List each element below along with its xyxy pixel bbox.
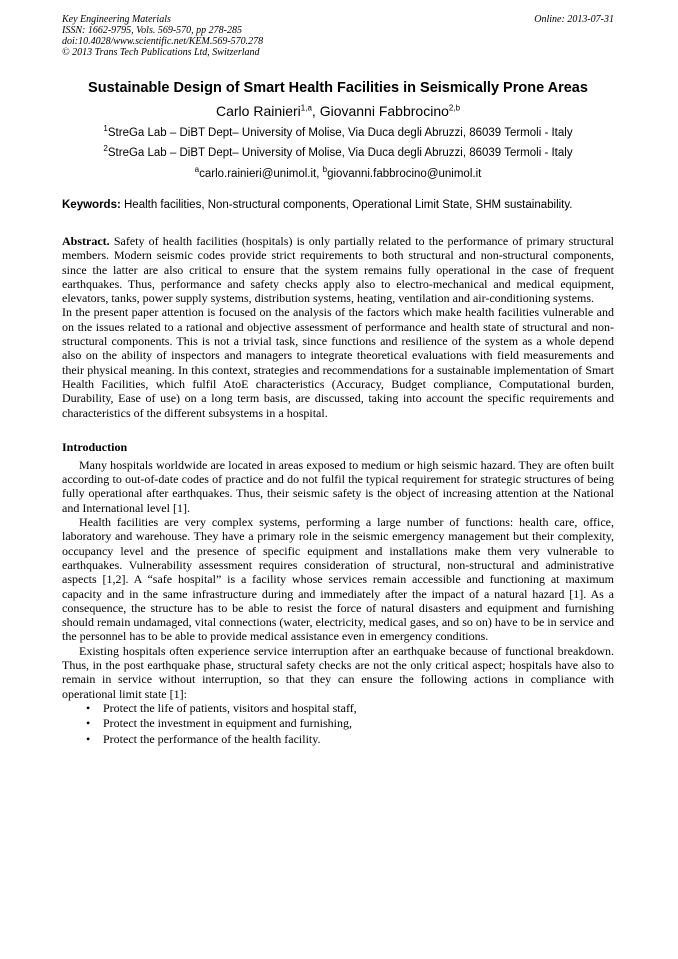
paper-page <box>62 14 614 747</box>
affiliation-2-sup: 2 <box>103 144 108 154</box>
affiliation-2 <box>62 146 614 161</box>
list-item <box>62 701 614 717</box>
author-1-name: Carlo Rainieri <box>215 103 301 119</box>
email-line <box>62 167 614 182</box>
list-item <box>62 716 614 732</box>
bullet-icon: • <box>86 731 91 746</box>
copyright-line: © 2013 Trans Tech Publications Ltd, Switzerland <box>62 47 260 58</box>
affiliation-1 <box>62 126 614 141</box>
email-a-sup: a <box>194 165 200 175</box>
intro-paragraph-2: Health facilities are very complex systems, performing a large number of functions: health care, office, laboratory and warehouse. They have a primary role in the seismic emergency management but their complexity, occupancy level and the presence of specific equipment and installations make them very vulnerable to earthquakes. Vulnerability assessment requires consideration of structural, non-structural and administrative aspects [1,2]. A “safe hospital” is a facility whose services remain accessible and functioning at maximum capacity and in the same infrastructure during and immediately after the impact of a natural hazard [1]. As a consequence, the structure has to be able to resist the force of natural disasters and equipment and furnishing should remain undamaged, vital connections (water, electricity, medical gases, and so on) have to be in service and the personnel has to be able to provide medical assistance even in emergency conditions. <box>62 515 614 644</box>
introduction-body <box>62 458 614 701</box>
journal-header <box>62 14 614 58</box>
intro-paragraph-3: Existing hospitals often experience service interruption after an earthquake because of functional breakdown. Thus, in the post earthquake phase, structural safety checks are not the only critical aspect; hospitals have also to remain in service without interruption, so that they can ensure the following actions in compliance with operational limit state [1]: <box>62 643 614 701</box>
paper-title: Sustainable Design of Smart Health Facilities in Seismically Prone Areas <box>88 80 588 96</box>
author-line <box>62 102 614 121</box>
author-1-sup: 1,a <box>300 103 312 113</box>
bullet-icon: • <box>86 700 91 715</box>
list-item-text: Protect the life of patients, visitors and hospital staff, <box>103 700 357 715</box>
abstract <box>62 234 614 420</box>
affiliation-1-text: StreGa Lab – DiBT Dept– University of Molise, Via Duca degli Abruzzi, 86039 Termoli - Italy <box>107 127 573 139</box>
affiliation-2-text: StreGa Lab – DiBT Dept– University of Molise, Via Duca degli Abruzzi, 86039 Termoli - Italy <box>107 147 573 159</box>
keywords-text: Health facilities, Non-structural components, Operational Limit State, SHM sustainability. <box>120 199 573 211</box>
doi-line[interactable]: doi:10.4028/www.scientific.net/KEM.569-570.278 <box>62 36 264 47</box>
issn-line: ISSN: 1662-9795, Vols. 569-570, pp 278-285 <box>62 25 242 36</box>
online-date: Online: 2013-07-31 <box>534 14 614 25</box>
list-item-text: Protect the performance of the health facility. <box>103 731 321 746</box>
abstract-p1-text: Safety of health facilities (hospitals) is only partially related to the performance of primary structural members. Modern seismic codes provide strict requirements to both structural and non-structural components, since the latter are also critical to ensure that the system remains fully operational in the case of frequent earthquakes. Thus, performance and safety checks apply also to electro-mechanical and medical equipment, elevators, tanks, power supply systems, distribution systems, heating, ventilation and air-conditioning systems. <box>62 234 614 306</box>
affiliation-1-sup: 1 <box>103 124 108 134</box>
action-list <box>62 701 614 748</box>
email-a[interactable]: carlo.rainieri@unimol.it <box>199 168 317 180</box>
bullet-icon: • <box>86 716 91 731</box>
abstract-paragraph-1 <box>62 234 614 305</box>
keywords <box>62 198 614 212</box>
intro-paragraph-1: Many hospitals worldwide are located in areas exposed to medium or high seismic hazard. They are often built according to out-of-date codes of practice and do not fulfil the typical requirement for strategic structures of being fully operational after earthquakes. Thus, their seismic safety is the object of increasing attention at the National and International level [1]. <box>62 457 614 515</box>
email-separator: , <box>316 168 323 180</box>
section-heading-introduction: Introduction <box>62 439 128 454</box>
abstract-paragraph-2: In the present paper attention is focused on the analysis of the factors which make health facilities vulnerable and on the issues related to a rational and objective assessment of performance and health state of structural and non-structural components. This is not a trivial task, since functions and resilience of the system as a whole depend also on the ability of inspectors and managers to integrate theoretical evaluations with field measurements and their physical meaning. In this context, strategies and recommendations for a sustainable implementation of Smart Health Facilities, which fulfil AtoE characteristics (Accuracy, Budget compliance, Computational burden, Durability, Ease of use) on a long term basis, are discussed, taking into account the specific requirements and characteristics of the different subsystems in a hospital. <box>62 305 614 420</box>
keywords-label: Keywords: <box>62 199 121 211</box>
author-2-sup: 2,b <box>448 103 461 113</box>
journal-name: Key Engineering Materials <box>62 14 171 25</box>
email-b-sup: b <box>322 165 328 175</box>
abstract-label: Abstract. <box>62 234 110 248</box>
author-separator: , <box>311 103 320 119</box>
list-item <box>62 732 614 748</box>
author-2-name: Giovanni Fabbrocino <box>319 103 449 119</box>
email-b[interactable]: giovanni.fabbrocino@unimol.it <box>327 168 482 180</box>
list-item-text: Protect the investment in equipment and furnishing, <box>103 716 352 731</box>
